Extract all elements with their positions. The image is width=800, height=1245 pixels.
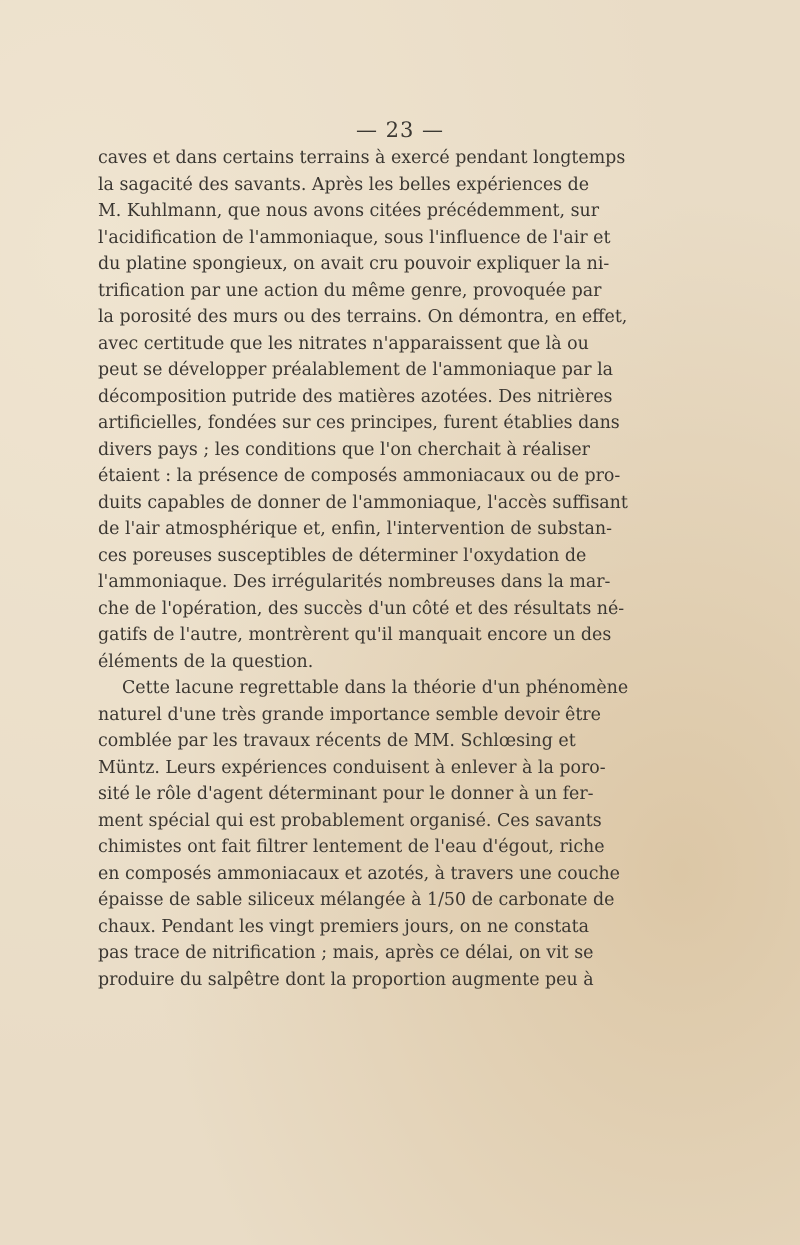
text-line: en composés ammoniacaux et azotés, à travers une couche bbox=[98, 863, 620, 884]
text-line: ces poreuses susceptibles de déterminer l'oxydation de bbox=[98, 545, 587, 566]
text-line: che de l'opération, des succès d'un côté et des résultats né- bbox=[98, 598, 625, 619]
text-line: l'acidification de l'ammoniaque, sous l'influence de l'air et bbox=[98, 227, 611, 248]
text-line: divers pays ; les conditions que l'on cherchait à réaliser bbox=[98, 439, 590, 460]
text-line: Cette lacune regrettable dans la théorie d'un phénomène bbox=[122, 678, 629, 698]
text-line: Müntz. Leurs expériences conduisent à enlever à la poro- bbox=[98, 757, 606, 778]
text-line: chaux. Pendant les vingt premiers jours, on ne constata bbox=[98, 916, 590, 937]
text-line: éléments de la question. bbox=[98, 651, 314, 672]
text-line: peut se développer préalablement de l'ammoniaque par la bbox=[98, 360, 614, 380]
text-line: l'ammoniaque. Des irrégularités nombreuses dans la mar- bbox=[98, 572, 611, 592]
text-line: la sagacité des savants. Après les belles expériences de bbox=[98, 174, 590, 195]
text-line: pas trace de nitrification ; mais, après ce délai, on vit se bbox=[98, 943, 594, 963]
paragraph bbox=[98, 145, 628, 675]
text-line: naturel d'une très grande importance semble devoir être bbox=[98, 704, 601, 725]
body-text bbox=[98, 145, 629, 993]
text-line: M. Kuhlmann, que nous avons citées précédemment, sur bbox=[98, 201, 600, 221]
text-line: avec certitude que les nitrates n'apparaissent que là ou bbox=[98, 333, 589, 354]
text-line: gatifs de l'autre, montrèrent qu'il manquait encore un des bbox=[98, 625, 612, 645]
text-line: caves et dans certains terrains à exercé pendant longtemps bbox=[98, 148, 626, 168]
text-line: la porosité des murs ou des terrains. On démontra, en effet, bbox=[98, 307, 628, 327]
text-line: chimistes ont fait filtrer lentement de l'eau d'égout, riche bbox=[98, 837, 605, 857]
text-line: sité le rôle d'agent déterminant pour le donner à un fer- bbox=[98, 784, 594, 804]
text-line: du platine spongieux, on avait cru pouvoir expliquer la ni- bbox=[98, 254, 610, 274]
text-line: décomposition putride des matières azotées. Des nitrières bbox=[98, 386, 613, 407]
text-line: de l'air atmosphérique et, enfin, l'intervention de substan- bbox=[98, 519, 612, 539]
text-line: trification par une action du même genre, provoquée par bbox=[98, 280, 602, 301]
text-line: artificielles, fondées sur ces principes, furent établies dans bbox=[98, 413, 620, 433]
text-line: ment spécial qui est probablement organisé. Ces savants bbox=[98, 810, 602, 831]
paragraph bbox=[98, 675, 629, 993]
text-line: épaisse de sable siliceux mélangée à 1/50 de carbonate de bbox=[98, 890, 615, 910]
text-line: duits capables de donner de l'ammoniaque, l'accès suffisant bbox=[98, 492, 628, 513]
page-number: — 23 — bbox=[355, 118, 445, 142]
text-line: comblée par les travaux récents de MM. Schlœsing et bbox=[98, 731, 576, 751]
text-line: produire du salpêtre dont la proportion augmente peu à bbox=[98, 969, 594, 990]
text-line: étaient : la présence de composés ammoniacaux ou de pro- bbox=[98, 466, 621, 486]
